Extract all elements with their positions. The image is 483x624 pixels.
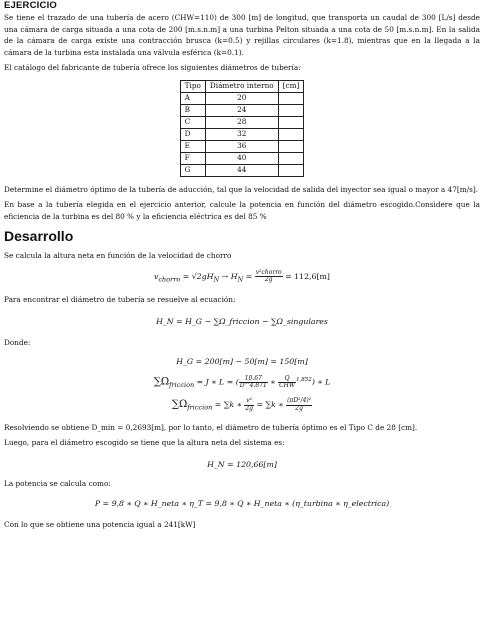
table-cell-tipo: A — [180, 92, 205, 104]
eq5-left: ∑Ω — [171, 399, 188, 411]
catalog-table — [180, 80, 305, 177]
eq4-end: ) ∗ L — [311, 377, 331, 387]
eq1-mid: = √2gH — [180, 271, 214, 281]
document-page — [4, 0, 480, 531]
solution-step-6: La potencia se calcula como: — [4, 478, 111, 488]
solution-step-2: Para encontrar el diámetro de tubería se resuelve al ecuación: — [4, 295, 236, 305]
equation-friction — [4, 374, 480, 392]
solution-step-7: Con lo que se obtiene una potencia igual a 241[kW] — [4, 520, 196, 530]
solution-step-1: Se calcula la altura neta en función de la velocidad de chorro — [4, 251, 232, 260]
solution-step-4: Resolviendo se obtiene D_min = 0,2693[m], por lo tanto, el diámetro de tubería óptimo es el Tipo C de 28 [cm]. — [4, 422, 418, 432]
eq4-frac2 — [278, 376, 296, 390]
eq5-f2-den: 2g — [295, 404, 303, 412]
table-row — [180, 164, 304, 176]
table-cell-unit — [278, 104, 304, 116]
equation-gross-head: H_G = 200[m] − 50[m] = 150[m] — [176, 357, 308, 367]
eq5-sub: friccion — [187, 403, 213, 412]
solution-step-3: Donde: — [4, 337, 31, 347]
table-cell-unit — [278, 164, 304, 176]
table-cell-unit — [278, 152, 304, 164]
eq4-exp: 1,852 — [296, 377, 312, 384]
equation-singular — [4, 398, 480, 415]
table-cell-tipo: D — [180, 128, 205, 140]
table-cell-diametro: 20 — [205, 92, 278, 104]
eq5-f1-num: v² — [246, 397, 253, 405]
eq4-sub: friccion — [169, 381, 195, 390]
problem-statement: Se tiene el trazado de una tubería de acero (CHW=110) de 300 [m] de longitud, que transporta un caudal de 300 [L/s] desde una cámara de carga situada a una cota de 200 [m.s.n.m] a una turbina Pelton situada a una cota de 50 [m.s.n.m]. En la salida de la cámara de carga existe una contracción brusca (k=0.5) y rejillas circulares (k=1.8), mientras que en la llegada a la cámara de la turbina esta instalada una válvula esférica (k=0.1). — [4, 13, 480, 57]
table-header-tipo: Tipo — [180, 80, 205, 92]
exercise-heading: EJERCICIO — [4, 0, 58, 11]
eq1-mid-sub: N — [213, 275, 220, 284]
table-row — [180, 104, 304, 116]
equation-velocity: $v_{chorro} = √2gH_N \to H_N$ = $\frac{\text{v²chorro}}{2g}$ = 112,6[m] — [154, 268, 330, 284]
equation-net-head: H_N = H_G − ∑Ω_friccion − ∑Ω_singulares — [156, 316, 328, 326]
table-cell-tipo: G — [180, 164, 205, 176]
table-row — [180, 152, 304, 164]
table-cell-diametro: 44 — [205, 164, 278, 176]
eq4-left: ∑Ω — [153, 376, 170, 388]
catalog-intro: El catálogo del fabricante de tubería ofrece los siguientes diámetros de tubería: — [4, 63, 301, 72]
eq1-fraction — [255, 270, 283, 284]
eq1-lhs: v — [154, 271, 159, 281]
eq5-f1-den: 2g — [245, 404, 254, 412]
table-cell-tipo: C — [180, 116, 205, 128]
task-2: En base a la tubería elegida en el ejercicio anterior, calcule la potencia en función del diámetro escogido.Considere que la eficiencia de la turbina es del 80 % y la eficiencia eléctrica es del 85 % — [4, 200, 480, 221]
eq1-result: = 112,6[m] — [285, 271, 330, 281]
eq4-mid: = J ∗ L = ( — [194, 377, 239, 387]
eq1-frac-den: 2g — [264, 276, 273, 283]
equation-net-head-result: H_N = 120,66[m] — [207, 459, 277, 469]
table-cell-diametro: 40 — [205, 152, 278, 164]
table-cell-tipo: E — [180, 140, 205, 152]
table-cell-diametro: 32 — [205, 128, 278, 140]
eq4-f1-den: D^4.871 — [239, 382, 267, 390]
table-header-row — [180, 80, 304, 92]
table-row — [180, 92, 304, 104]
table-cell-unit — [278, 92, 304, 104]
table-cell-unit — [278, 140, 304, 152]
table-cell-tipo: B — [180, 104, 205, 116]
table-cell-tipo: F — [180, 152, 205, 164]
task-1: Determine el diámetro óptimo de la tubería de aducción, tal que la velocidad de salida del inyector sea igual o mayor a 47[m/s]. — [4, 184, 478, 194]
table-cell-diametro: 36 — [205, 140, 278, 152]
table-row — [180, 140, 304, 152]
eq1-arrow: → H — [219, 271, 238, 281]
table-header-diametro: Diámetro interno — [205, 80, 278, 92]
section-title: Desarrollo — [4, 228, 74, 244]
table-cell-unit — [278, 128, 304, 140]
table-row — [180, 128, 304, 140]
equation-power: P = 9,8 ∗ Q ∗ H_neta ∗ η_T = 9,8 ∗ Q ∗ H_neta ∗ (η_turbina ∗ η_electrica) — [94, 499, 390, 509]
eq5-f2-num: (πD²/4)² — [287, 397, 312, 405]
table-row — [180, 116, 304, 128]
table-body — [180, 92, 304, 176]
solution-step-5: Luego, para el diámetro escogido se tiene que la altura neta del sistema es: — [4, 438, 285, 448]
eq4-f2-num: Q — [278, 376, 296, 384]
eq4-times: ∗ — [267, 377, 279, 387]
eq5-frac1 — [244, 398, 254, 412]
eq1-frac-num: v²chorro — [255, 268, 282, 276]
eq1-sub: chorro — [158, 275, 181, 284]
table-cell-diametro: 28 — [205, 116, 278, 128]
eq4-f2-den: CHW — [279, 382, 296, 390]
table-cell-diametro: 24 — [205, 104, 278, 116]
eq4-f1-num: 10.67 — [239, 376, 268, 384]
eq1-arrow-sub: N — [237, 275, 244, 284]
eq5-frac2 — [286, 398, 312, 412]
eq5-mid2: = ∑k ∗ — [254, 400, 287, 410]
eq5-mid: = ∑k ∗ — [212, 400, 245, 410]
table-header-unit: [cm] — [278, 80, 304, 92]
table-cell-unit — [278, 116, 304, 128]
eq4-frac1 — [239, 376, 268, 390]
